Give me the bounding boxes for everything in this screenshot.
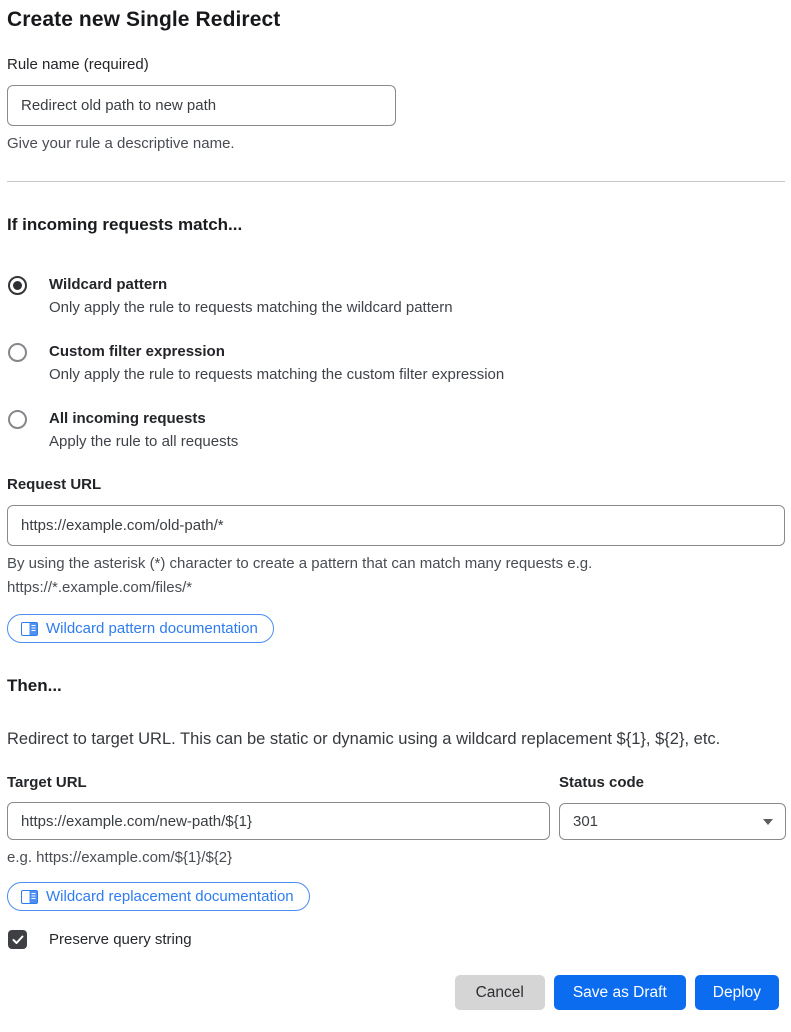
rule-name-help: Give your rule a descriptive name. [7, 135, 235, 152]
radio-button-icon[interactable] [8, 410, 27, 429]
wildcard-pattern-docs-button[interactable] [7, 614, 274, 643]
radio-option-custom-filter[interactable] [7, 342, 785, 386]
wildcard-replacement-docs-label: Wildcard replacement documentation [46, 888, 294, 905]
chevron-down-icon [763, 819, 773, 825]
target-url-value: https://example.com/new-path/${1} [21, 812, 252, 830]
radio-option-description: Only apply the rule to requests matching the custom filter expression [49, 366, 505, 383]
radio-option-all-requests[interactable] [7, 409, 785, 453]
open-book-icon [21, 890, 38, 904]
request-url-label: Request URL [7, 476, 102, 493]
radio-option-label: Wildcard pattern [49, 276, 168, 293]
footer-actions [7, 975, 785, 1010]
then-section-heading: Then... [7, 676, 62, 695]
rule-name-input[interactable] [7, 85, 396, 126]
cancel-button[interactable]: Cancel [455, 975, 545, 1010]
preserve-query-string-label: Preserve query string [49, 931, 192, 948]
request-url-help: By using the asterisk (*) character to create a pattern that can match many requests e.g. https://*.example.com/files/* [7, 555, 593, 596]
deploy-button[interactable]: Deploy [695, 975, 779, 1010]
target-url-help: e.g. https://example.com/${1}/${2} [7, 849, 233, 866]
target-url-input[interactable] [7, 802, 550, 840]
radio-button-icon[interactable] [8, 343, 27, 362]
page-title: Create new Single Redirect [7, 8, 281, 31]
radio-option-wildcard-pattern[interactable] [7, 275, 785, 319]
match-type-radio-group [7, 275, 785, 453]
status-code-label: Status code [559, 774, 645, 791]
request-url-value: https://example.com/old-path/* [21, 517, 224, 534]
radio-option-label: Custom filter expression [49, 343, 225, 360]
rule-name-value: Redirect old path to new path [21, 97, 217, 114]
status-code-value: 301 [573, 813, 599, 830]
preserve-query-string-checkbox-row[interactable] [7, 930, 785, 949]
target-url-label: Target URL [7, 774, 87, 791]
radio-option-label: All incoming requests [49, 410, 206, 427]
match-section-heading: If incoming requests match... [7, 215, 243, 234]
then-description: Redirect to target URL. This can be static or dynamic using a wildcard replacement ${1}, ${2}, etc. [7, 730, 721, 748]
wildcard-replacement-docs-button[interactable] [7, 882, 310, 911]
rule-name-label: Rule name (required) [7, 56, 149, 73]
wildcard-pattern-docs-label: Wildcard pattern documentation [46, 620, 258, 637]
checkbox-checked-icon[interactable] [8, 930, 27, 949]
open-book-icon [21, 622, 38, 636]
section-divider [7, 181, 785, 182]
radio-option-description: Only apply the rule to requests matching the wildcard pattern [49, 299, 453, 316]
radio-option-description: Apply the rule to all requests [49, 433, 239, 450]
save-as-draft-button[interactable]: Save as Draft [554, 975, 686, 1010]
request-url-input[interactable] [7, 505, 785, 546]
radio-button-icon[interactable] [8, 276, 27, 295]
status-code-select[interactable] [559, 803, 786, 840]
